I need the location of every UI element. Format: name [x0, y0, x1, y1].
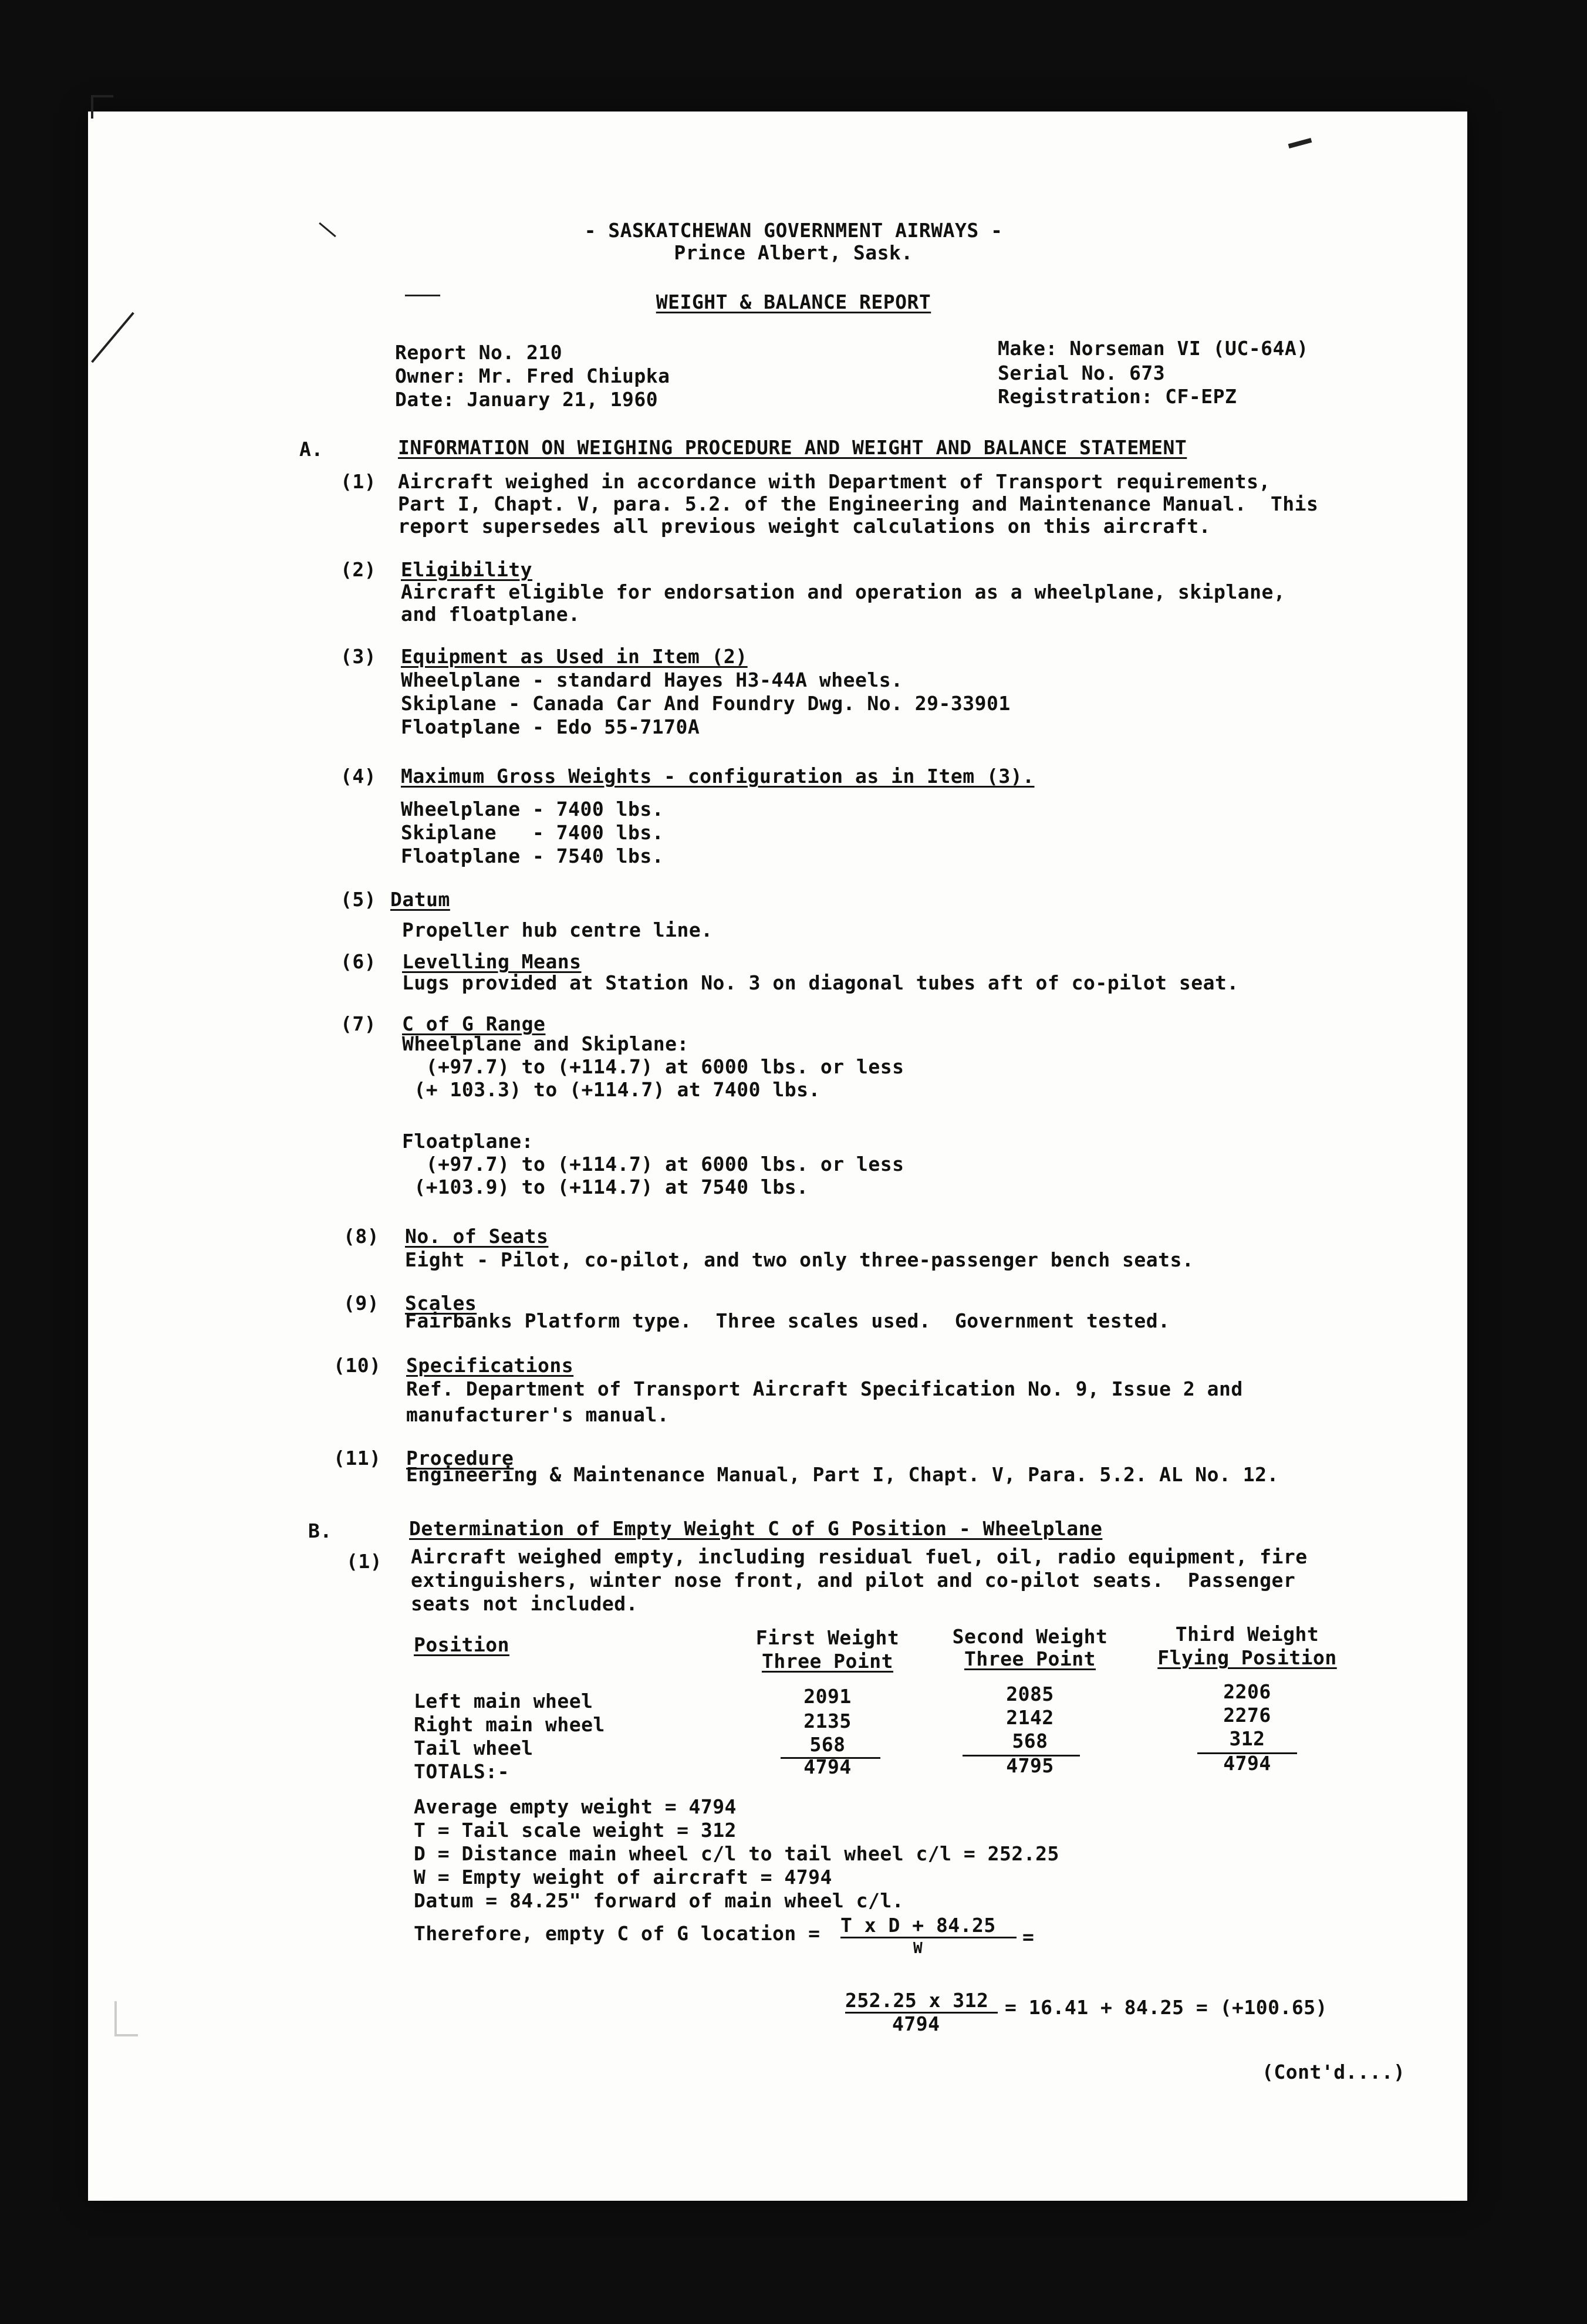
calc-tail-weight: T = Tail scale weight = 312 — [414, 1819, 737, 1842]
total-cell: 4795 — [1006, 1754, 1054, 1777]
section-a-letter: A. — [299, 438, 323, 461]
total-cell: 4794 — [1223, 1752, 1271, 1775]
org-city: Prince Albert, Sask. — [674, 241, 913, 264]
item-4-number: (4) — [340, 765, 377, 788]
item-3-title: Equipment as Used in Item (2) — [401, 645, 748, 668]
section-b-letter: B. — [308, 1519, 332, 1542]
calc-distance: D = Distance main wheel c/l to tail wheel c/l = 252.25 — [414, 1842, 1059, 1865]
table-cell: 312 — [1229, 1727, 1265, 1750]
item-5-title: Datum — [390, 888, 450, 911]
table-position-header: Position — [414, 1633, 509, 1656]
table-cell: 2142 — [1006, 1706, 1054, 1729]
item-11-number: (11) — [333, 1447, 381, 1470]
item-6-title: Levelling Means — [402, 950, 582, 973]
calc-empty-weight: W = Empty weight of aircraft = 4794 — [414, 1866, 832, 1889]
item-6-number: (6) — [340, 950, 377, 973]
section-b-line-1: Aircraft weighed empty, including residual fuel, oil, radio equipment, fire — [411, 1545, 1308, 1568]
scan-mark-bottom-left — [114, 2001, 117, 2036]
item-7-number: (7) — [340, 1012, 377, 1035]
aircraft-make: Make: Norseman VI (UC-64A) — [998, 337, 1309, 360]
section-b-line-3: seats not included. — [411, 1592, 638, 1615]
item-6-line-1: Lugs provided at Station No. 3 on diagonal tubes aft of co-pilot seat. — [402, 971, 1239, 994]
calc-result: = 16.41 + 84.25 = (+100.65) — [1005, 1996, 1328, 2019]
table-cell: 568 — [1012, 1730, 1048, 1752]
table-cell: 2206 — [1223, 1680, 1271, 1703]
table-row-label: Right main wheel — [414, 1713, 605, 1736]
item-10-title: Specifications — [406, 1354, 574, 1377]
fraction-2-denominator: 4794 — [892, 2012, 940, 2035]
table-cell: 2135 — [803, 1710, 852, 1732]
total-cell: 4794 — [803, 1755, 852, 1778]
item-2-number: (2) — [340, 558, 377, 581]
item-4-line-1: Wheelplane - 7400 lbs. — [401, 798, 664, 820]
table-row-label: Left main wheel — [414, 1690, 593, 1712]
col-3-header-top: Third Weight — [1175, 1623, 1319, 1646]
calc-average: Average empty weight = 4794 — [414, 1795, 737, 1818]
col-3-header-bottom: Flying Position — [1157, 1646, 1337, 1669]
fraction-2-numerator: 252.25 x 312 — [845, 1989, 989, 2012]
report-title: WEIGHT & BALANCE REPORT — [656, 290, 931, 313]
table-row-label: Tail wheel — [414, 1737, 533, 1759]
col-1-header-top: First Weight — [755, 1626, 900, 1649]
col-1-header-bottom: Three Point — [761, 1650, 894, 1673]
col-2-header-bottom: Three Point — [964, 1647, 1096, 1670]
item-5-number: (5) — [340, 888, 377, 911]
item-3-line-1: Wheelplane - standard Hayes H3-44A wheels. — [401, 668, 903, 691]
table-cell: 2085 — [1006, 1683, 1054, 1705]
report-date: Date: January 21, 1960 — [395, 388, 659, 411]
section-a-heading: INFORMATION ON WEIGHING PROCEDURE AND WEIGHT AND BALANCE STATEMENT — [398, 436, 1187, 459]
item-3-line-3: Floatplane - Edo 55-7170A — [401, 715, 700, 738]
item-4-title: Maximum Gross Weights - configuration as in Item (3). — [401, 765, 1035, 788]
owner: Owner: Mr. Fred Chiupka — [395, 364, 670, 387]
formula-fraction-bar — [840, 1937, 1017, 1938]
item-7-title: C of G Range — [402, 1012, 546, 1035]
col-2-header-top: Second Weight — [952, 1625, 1108, 1648]
item-2-line-1: Aircraft eligible for endorsation and operation as a wheelplane, skiplane, — [401, 580, 1286, 603]
item-9-number: (9) — [343, 1292, 380, 1315]
item-4-line-2: Skiplane - 7400 lbs. — [401, 821, 664, 844]
item-9-title: Scales — [405, 1292, 477, 1315]
totals-label: TOTALS:- — [414, 1760, 509, 1783]
registration: Registration: CF-EPZ — [998, 385, 1237, 408]
section-b-heading: Determination of Empty Weight C of G Position - Wheelplane — [409, 1517, 1103, 1540]
table-cell: 2091 — [803, 1685, 852, 1708]
item-5-line-1: Propeller hub centre line. — [402, 918, 713, 941]
item-8-number: (8) — [343, 1225, 380, 1248]
item-10-line-2: manufacturer's manual. — [406, 1403, 670, 1426]
item-1-line-1: Aircraft weighed in accordance with Department of Transport requirements, — [398, 470, 1271, 493]
item-10-number: (10) — [333, 1354, 381, 1377]
scan-mark-top-left-h — [91, 95, 113, 97]
item-1-line-3: report supersedes all previous weight calculations on this aircraft. — [398, 515, 1211, 538]
scan-mark-bottom-left-h — [114, 2034, 138, 2036]
item-3-number: (3) — [340, 645, 377, 668]
table-cell: 2276 — [1223, 1704, 1271, 1727]
item-7-line-5: Floatplane: — [402, 1130, 534, 1153]
item-7-line-1: Wheelplane and Skiplane: — [402, 1032, 689, 1055]
continued-note: (Cont'd....) — [1262, 2060, 1406, 2083]
formula-numerator: T x D + 84.25 — [840, 1914, 996, 1937]
item-8-title: No. of Seats — [405, 1225, 549, 1248]
item-11-line-1: Engineering & Maintenance Manual, Part I, Chapt. V, Para. 5.2. AL No. 12. — [406, 1463, 1279, 1486]
calc-therefore: Therefore, empty C of G location = — [414, 1922, 820, 1945]
item-11-title: Procedure — [406, 1447, 514, 1470]
item-8-line-1: Eight - Pilot, co-pilot, and two only three-passenger bench seats. — [405, 1248, 1194, 1271]
scan-mark-top-left — [91, 95, 93, 119]
report-number: Report No. 210 — [395, 341, 563, 364]
item-7-line-3: (+ 103.3) to (+114.7) at 7400 lbs. — [402, 1078, 820, 1101]
item-7-line-2: (+97.7) to (+114.7) at 6000 lbs. or less — [402, 1055, 904, 1078]
item-1-number: (1) — [340, 470, 377, 493]
item-2-title: Eligibility — [401, 558, 533, 581]
table-cell: 568 — [809, 1733, 846, 1756]
formula-equals: = — [1022, 1926, 1035, 1948]
item-4-line-3: Floatplane - 7540 lbs. — [401, 845, 664, 867]
item-2-line-2: and floatplane. — [401, 603, 580, 626]
item-10-line-1: Ref. Department of Transport Aircraft Specification No. 9, Issue 2 and — [406, 1377, 1243, 1400]
calc-datum: Datum = 84.25" forward of main wheel c/l. — [414, 1889, 904, 1912]
serial-number: Serial No. 673 — [998, 362, 1166, 384]
item-1-line-2: Part I, Chapt. V, para. 5.2. of the Engineering and Maintenance Manual. This — [398, 492, 1319, 515]
section-b-line-2: extinguishers, winter nose front, and pilot and co-pilot seats. Passenger — [411, 1569, 1296, 1592]
item-7-line-6: (+97.7) to (+114.7) at 6000 lbs. or less — [402, 1153, 904, 1175]
item-7-line-7: (+103.9) to (+114.7) at 7540 lbs. — [402, 1175, 809, 1198]
item-3-line-2: Skiplane - Canada Car And Foundry Dwg. No. 29-33901 — [401, 692, 1011, 715]
section-b-number: (1) — [346, 1550, 383, 1573]
formula-denominator: W — [913, 1940, 923, 1957]
item-9-line-1: Fairbanks Platform type. Three scales used. Government tested. — [405, 1309, 1170, 1332]
org-name: - SASKATCHEWAN GOVERNMENT AIRWAYS - — [584, 219, 1003, 242]
